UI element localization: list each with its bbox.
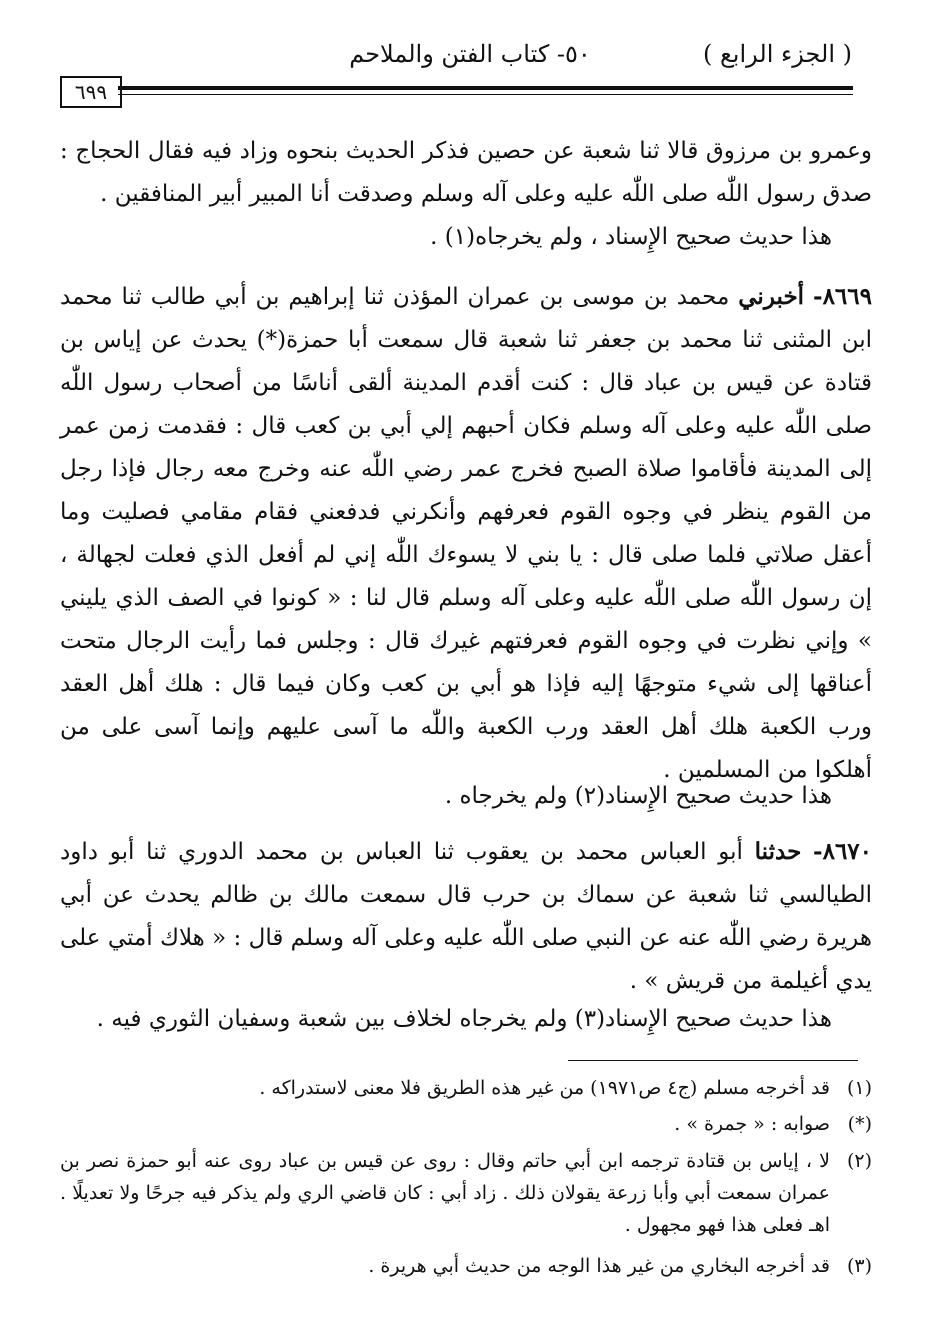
paragraph-hadith <box>60 830 872 1003</box>
footnote-text: قد أخرجه مسلم (ج٤ ص١٩٧١) من غير هذه الطريق فلا معنى لاستدراكه . <box>259 1077 830 1099</box>
paragraph-hadith <box>60 275 872 792</box>
footnote-separator <box>568 1060 858 1061</box>
running-header-book: ٥٠- كتاب الفتن والملاحم <box>349 40 591 68</box>
hadith-text: أبو العباس محمد بن يعقوب ثنا العباس بن محمد الدوري ثنا أبو داود الطيالسي ثنا شعبة عن سماك بن حرب قال سمعت مالك بن ظالم يحدث عن أبي هريرة رضي اللّٰه عنه عن النبي صلى اللّٰه عليه وعلى آله وسلم قال : « هلاك أمتي على يدي أغيلمة من قريش » . <box>60 839 872 994</box>
footnote-text: لا ، إياس بن قتادة ترجمه ابن أبي حاتم وقال : روى عن قيس بن عباد روى عنه أبو حمزة نصر بن عمران سمعت أبي وأبا زرعة يقولان ذلك . زاد أبي : كان قاضي الري ولم يذكر فيه جرحًا ولا تعديلًا . اهـ فعلى هذا فهو مجهول . <box>60 1150 830 1236</box>
paragraph-grade: هذا حديث صحيح الإِسناد(٢) ولم يخرجاه . <box>444 783 832 809</box>
running-header-part: ( الجزء الرابع ) <box>703 40 852 68</box>
paragraph-continuation: وعمرو بن مرزوق قالا ثنا شعبة عن حصين فذكر الحديث بنحوه وزاد فيه فقال الحجاج : صدق رسول اللّٰه صلى اللّٰه عليه وعلى آله وسلم وصدقت أنا المبير أبير المنافقين . <box>60 138 872 207</box>
footnote <box>60 1072 872 1104</box>
hadith-number: ٨٦٧٠- <box>813 838 873 865</box>
footnote <box>60 1145 872 1241</box>
footnote-mark: (٢) <box>846 1150 872 1172</box>
paragraph-grade: هذا حديث صحيح الإِسناد(٣) ولم يخرجاه لخلاف بين شعبة وسفيان الثوري فيه . <box>96 1006 832 1032</box>
footnote-text: قد أخرجه البخاري من غير هذا الوجه من حديث أبي هريرة . <box>368 1255 830 1277</box>
header-rule <box>118 86 853 90</box>
footnote-mark: (*) <box>847 1113 872 1135</box>
hadith-number: ٨٦٦٩- <box>813 283 872 310</box>
hadith-text: محمد بن موسى بن عمران المؤذن ثنا إبراهيم بن أبي طالب ثنا محمد ابن المثنى ثنا محمد بن جعفر ثنا شعبة قال سمعت أبا حمزة(*) يحدث عن إياس بن قتادة عن قيس بن عباد قال : كنت أقدم المدينة ألقى أناسًا من أصحاب رسول اللّٰه صلى اللّٰه عليه وعلى آله وسلم فكان أحبهم إلي أبي بن كعب قال : فقدمت زمن عمر إلى المدينة فأقاموا صلاة الصبح فخرج عمر رضي اللّٰه عنه وخرج معه رجال فإذا رجل من القوم ينظر في وجوه القوم فعرفهم وأنكرني فدفعني فقام مقامي فصليت وما أعقل صلاتي فلما صلى قال : يا بني لا يسوءك اللّٰه إني لم أفعل الذي فعلت لجهالة ، إن رسول اللّٰه صلى اللّٰه عليه وعلى آله وسلم قال لنا : « كونوا في الصف الذي يليني » وإني نظرت في وجوه القوم فعرفتهم غيرك قال : وجلس فما رأيت الرجال متحت أعناقها إلى شيء متوجهًا إليه فإذا هو أبي بن كعب وكان فيما قال : هلك أهل العقد ورب الكعبة هلك أهل العقد ورب الكعبة واللّٰه ما آسى عليهم وإنما آسى على من أهلكوا من المسلمين . <box>60 284 873 783</box>
footnote-mark: (٣) <box>846 1255 872 1277</box>
page-number: ٦٩٩ <box>60 76 122 108</box>
header-rule-thin <box>118 94 853 95</box>
footnote-mark: (١) <box>846 1077 872 1099</box>
hadith-lead-word: حدثنا <box>754 838 802 865</box>
footnote-text: صوابه : « جمرة » . <box>674 1113 830 1135</box>
paragraph-grade: هذا حديث صحيح الإِسناد ، ولم يخرجاه(١) . <box>430 224 832 250</box>
hadith-lead-word: أخبرني <box>738 283 805 310</box>
footnote <box>60 1108 872 1140</box>
footnote <box>60 1250 872 1282</box>
